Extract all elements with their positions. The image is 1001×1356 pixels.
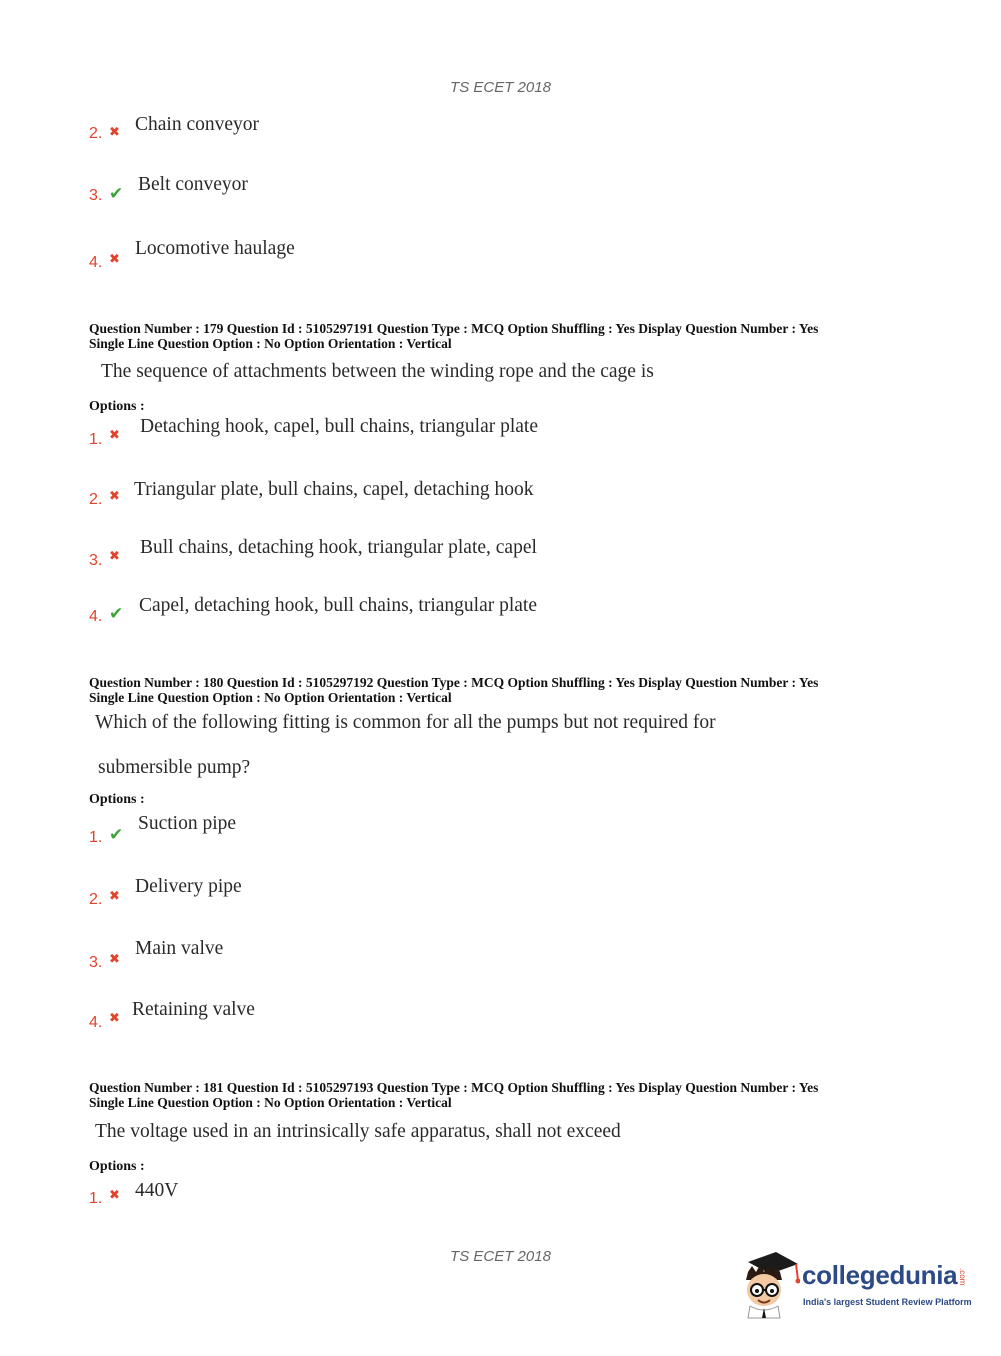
- logo-brand-text: collegedunia: [802, 1260, 958, 1290]
- question-text: The sequence of attachments between the winding rope and the cage is: [101, 361, 654, 382]
- option-text: Belt conveyor: [138, 174, 248, 195]
- option-text: Triangular plate, bull chains, capel, detaching hook: [134, 479, 534, 500]
- option-number: 1.: [89, 829, 103, 846]
- option-text: Retaining valve: [132, 999, 255, 1020]
- option-text: Bull chains, detaching hook, triangular plate, capel: [140, 537, 537, 558]
- wrong-mark-icon: ✖: [109, 428, 120, 443]
- page-footer: TS ECET 2018: [450, 1248, 551, 1265]
- option-text: Locomotive haulage: [135, 238, 295, 259]
- option-number: 3.: [89, 954, 103, 971]
- page-header: TS ECET 2018: [450, 79, 551, 96]
- wrong-mark-icon: ✖: [109, 952, 120, 967]
- option-number: 3.: [89, 187, 103, 204]
- option-number: 1.: [89, 1190, 103, 1207]
- option-text: Suction pipe: [138, 813, 237, 834]
- question-text: The voltage used in an intrinsically safe apparatus, shall not exceed: [95, 1121, 621, 1142]
- options-label: Options :: [89, 1159, 145, 1174]
- wrong-mark-icon: ✖: [109, 889, 120, 904]
- option-text: Detaching hook, capel, bull chains, triangular plate: [140, 416, 538, 437]
- collegedunia-logo: [742, 1250, 972, 1320]
- correct-check-icon: ✔: [109, 604, 124, 624]
- correct-check-icon: ✔: [109, 825, 124, 845]
- option-text: 440V: [135, 1180, 179, 1201]
- question-meta: Question Number : 179 Question Id : 5105297191 Question Type : MCQ Option Shuffling : Yes Display Question Number : Yes Single Line Question Option : No Option Orientation : Vertical: [89, 321, 819, 351]
- wrong-mark-icon: ✖: [109, 252, 120, 267]
- option-number: 2.: [89, 891, 103, 908]
- option-text: Chain conveyor: [135, 114, 260, 135]
- wrong-mark-icon: ✖: [109, 1188, 120, 1203]
- options-label: Options :: [89, 399, 145, 414]
- option-number: 2.: [89, 491, 103, 508]
- question-meta: Question Number : 180 Question Id : 5105297192 Question Type : MCQ Option Shuffling : Yes Display Question Number : Yes Single Line Question Option : No Option Orientation : Vertical: [89, 675, 819, 705]
- logo-dotcom-text: .com: [958, 1268, 967, 1286]
- option-number: 4.: [89, 254, 103, 271]
- options-label: Options :: [89, 792, 145, 807]
- wrong-mark-icon: ✖: [109, 1011, 120, 1026]
- option-number: 3.: [89, 552, 103, 569]
- option-text: Main valve: [135, 938, 224, 959]
- logo-tagline: India's largest Student Review Platform: [803, 1297, 972, 1307]
- option-number: 2.: [89, 125, 103, 142]
- wrong-mark-icon: ✖: [109, 549, 120, 564]
- option-text: Capel, detaching hook, bull chains, triangular plate: [139, 595, 538, 616]
- question-meta: Question Number : 181 Question Id : 5105297193 Question Type : MCQ Option Shuffling : Yes Display Question Number : Yes Single Line Question Option : No Option Orientation : Vertical: [89, 1080, 819, 1110]
- wrong-mark-icon: ✖: [109, 125, 120, 140]
- question-text-continued: submersible pump?: [98, 757, 251, 778]
- option-number: 4.: [89, 608, 103, 625]
- option-text: Delivery pipe: [135, 876, 242, 897]
- correct-check-icon: ✔: [109, 184, 124, 204]
- option-number: 1.: [89, 431, 103, 448]
- option-number: 4.: [89, 1014, 103, 1031]
- mascot-icon: [742, 1250, 800, 1320]
- question-text: Which of the following fitting is common for all the pumps but not required for: [95, 712, 716, 733]
- wrong-mark-icon: ✖: [109, 489, 120, 504]
